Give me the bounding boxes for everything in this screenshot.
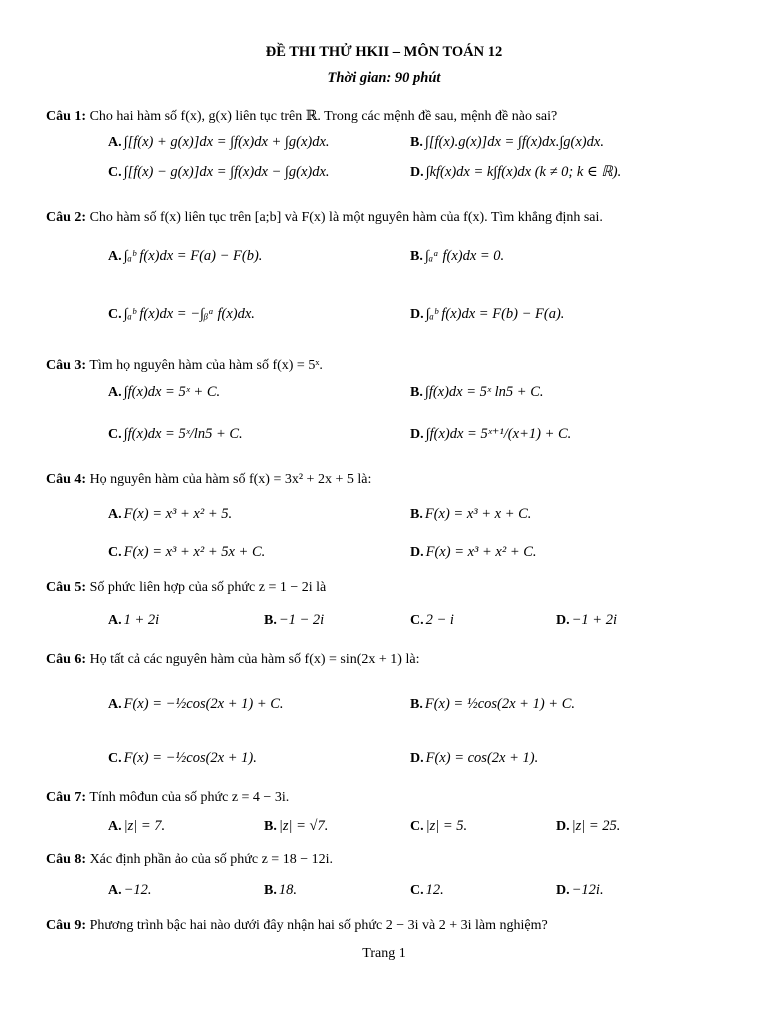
option-label: C. — [108, 307, 122, 322]
question-5 — [46, 580, 326, 596]
option-formula: F(x) = −½cos(2x + 1). — [123, 750, 257, 766]
option-a — [108, 818, 165, 835]
page-number: Trang 1 — [362, 946, 406, 961]
option-label: B. — [410, 385, 423, 400]
option-a — [108, 612, 159, 629]
option-a — [108, 882, 152, 899]
option-formula: ∫ₐᵇ f(x)dx = F(b) − F(a). — [425, 306, 565, 322]
option-a — [108, 134, 330, 151]
option-label: B. — [410, 507, 423, 522]
option-d — [410, 164, 621, 181]
option-formula: ∫f(x)dx = 5ˣ⁺¹/(x+1) + C. — [425, 426, 572, 442]
option-formula: −12i. — [571, 882, 604, 898]
option-formula: 18. — [278, 882, 297, 898]
option-label: D. — [410, 165, 424, 180]
option-label: B. — [410, 249, 423, 264]
question-4 — [46, 472, 371, 488]
option-label: A. — [108, 249, 122, 264]
question-6 — [46, 652, 419, 668]
option-formula: ∫f(x)dx = 5ˣ + C. — [123, 384, 221, 400]
option-d — [410, 544, 537, 561]
option-label: C. — [108, 751, 122, 766]
question-1 — [46, 108, 557, 125]
question-label: Câu 6: — [46, 652, 87, 667]
question-text: Cho hai hàm số f(x), g(x) liên tục trên ℝ. Trong các mệnh đề sau, mệnh đề nào sai? — [89, 109, 558, 124]
question-label: Câu 8: — [46, 852, 87, 867]
option-label: D. — [410, 751, 424, 766]
option-label: B. — [264, 613, 277, 628]
option-d — [410, 426, 571, 443]
option-c — [108, 544, 265, 561]
question-text: Cho hàm số f(x) liên tục trên [a;b] và F(x) là một nguyên hàm của f(x). Tìm khẳng định sai. — [89, 210, 603, 225]
option-b — [410, 696, 575, 713]
question-label: Câu 2: — [46, 210, 87, 225]
option-formula: F(x) = x³ + x² + 5x + C. — [123, 544, 266, 560]
option-c — [108, 306, 255, 323]
option-label: D. — [410, 307, 424, 322]
option-formula: ∫f(x)dx = 5ˣ ln5 + C. — [424, 384, 544, 400]
option-label: C. — [410, 613, 424, 628]
question-label: Câu 9: — [46, 918, 87, 933]
option-formula: ∫[f(x).g(x)]dx = ∫f(x)dx.∫g(x)dx. — [424, 134, 604, 150]
option-formula: F(x) = x³ + x² + 5. — [123, 506, 233, 522]
option-formula: 1 + 2i — [123, 612, 160, 628]
option-label: D. — [410, 545, 424, 560]
option-formula: 12. — [425, 882, 444, 898]
option-label: D. — [410, 427, 424, 442]
option-b — [410, 134, 604, 151]
question-text: Phương trình bậc hai nào dưới đây nhận hai số phức 2 − 3i và 2 + 3i làm nghiệm? — [89, 918, 548, 933]
option-formula: ∫ₐᵇ f(x)dx = F(a) − F(b). — [123, 248, 263, 264]
option-label: C. — [410, 819, 424, 834]
option-formula: |z| = 5. — [425, 818, 468, 834]
question-label: Câu 3: — [46, 358, 87, 373]
option-a — [108, 696, 284, 713]
option-label: D. — [556, 883, 570, 898]
question-7 — [46, 790, 289, 806]
option-label: A. — [108, 135, 122, 150]
option-formula: −1 + 2i — [571, 612, 617, 628]
option-d — [410, 306, 564, 323]
question-text: Họ tất cả các nguyên hàm của hàm số f(x) = sin(2x + 1) là: — [89, 652, 420, 667]
option-b — [410, 384, 544, 401]
option-label: C. — [108, 427, 122, 442]
question-text: Xác định phần ảo của số phức z = 18 − 12i. — [89, 852, 333, 867]
question-label: Câu 7: — [46, 790, 87, 805]
option-d — [556, 612, 617, 629]
option-d — [556, 882, 604, 899]
option-label: B. — [264, 819, 277, 834]
option-c — [108, 750, 257, 767]
option-label: A. — [108, 385, 122, 400]
option-c — [410, 882, 444, 899]
option-label: A. — [108, 883, 122, 898]
option-label: C. — [108, 545, 122, 560]
option-a — [108, 506, 232, 523]
option-label: C. — [410, 883, 424, 898]
option-b — [264, 818, 328, 835]
option-b — [410, 248, 504, 265]
option-b — [264, 612, 324, 629]
option-a — [108, 248, 262, 265]
option-formula: F(x) = cos(2x + 1). — [425, 750, 539, 766]
option-formula: −1 − 2i — [278, 612, 325, 628]
option-formula: ∫[f(x) + g(x)]dx = ∫f(x)dx + ∫g(x)dx. — [123, 134, 330, 150]
option-formula: ∫f(x)dx = 5ˣ/ln5 + C. — [123, 426, 243, 442]
question-3 — [46, 358, 323, 374]
question-label: Câu 5: — [46, 580, 87, 595]
option-formula: ∫ₐᵇ f(x)dx = −∫ᵦᵃ f(x)dx. — [123, 306, 255, 322]
option-formula: ∫ₐᵃ f(x)dx = 0. — [424, 248, 505, 264]
option-label: D. — [556, 613, 570, 628]
option-c — [410, 818, 467, 835]
option-formula: ∫[f(x) − g(x)]dx = ∫f(x)dx − ∫g(x)dx. — [123, 164, 330, 180]
question-label: Câu 4: — [46, 472, 87, 487]
option-formula: −12. — [123, 882, 152, 898]
option-c — [108, 426, 243, 443]
option-a — [108, 384, 220, 401]
option-label: B. — [410, 697, 423, 712]
question-text: Họ nguyên hàm của hàm số f(x) = 3x² + 2x + 5 là: — [89, 472, 372, 487]
option-d — [410, 750, 538, 767]
option-label: A. — [108, 507, 122, 522]
option-label: B. — [264, 883, 277, 898]
option-c — [410, 612, 454, 629]
option-label: B. — [410, 135, 423, 150]
question-label: Câu 1: — [46, 109, 87, 124]
option-formula: F(x) = ½cos(2x + 1) + C. — [424, 696, 575, 712]
option-formula: 2 − i — [425, 612, 454, 628]
option-b — [410, 506, 531, 523]
question-8 — [46, 852, 333, 868]
option-formula: |z| = √7. — [278, 818, 329, 834]
exam-title: ĐỀ THI THỬ HKII – MÔN TOÁN 12 — [265, 44, 503, 60]
question-2 — [46, 210, 603, 226]
option-b — [264, 882, 297, 899]
option-d — [556, 818, 620, 835]
question-9 — [46, 918, 548, 934]
option-label: C. — [108, 165, 122, 180]
question-text: Tìm họ nguyên hàm của hàm số f(x) = 5ˣ. — [89, 358, 323, 373]
option-formula: F(x) = −½cos(2x + 1) + C. — [123, 696, 284, 712]
question-text: Tính môđun của số phức z = 4 − 3i. — [89, 790, 290, 805]
option-formula: F(x) = x³ + x² + C. — [425, 544, 537, 560]
option-c — [108, 164, 330, 181]
option-formula: |z| = 25. — [571, 818, 621, 834]
option-label: A. — [108, 819, 122, 834]
question-text: Số phức liên hợp của số phức z = 1 − 2i là — [89, 580, 327, 595]
option-formula: ∫kf(x)dx = k∫f(x)dx (k ≠ 0; k ∈ ℝ). — [425, 164, 622, 180]
option-label: D. — [556, 819, 570, 834]
option-label: A. — [108, 697, 122, 712]
option-formula: |z| = 7. — [123, 818, 166, 834]
option-formula: F(x) = x³ + x + C. — [424, 506, 532, 522]
option-label: A. — [108, 613, 122, 628]
exam-duration: Thời gian: 90 phút — [327, 70, 441, 86]
